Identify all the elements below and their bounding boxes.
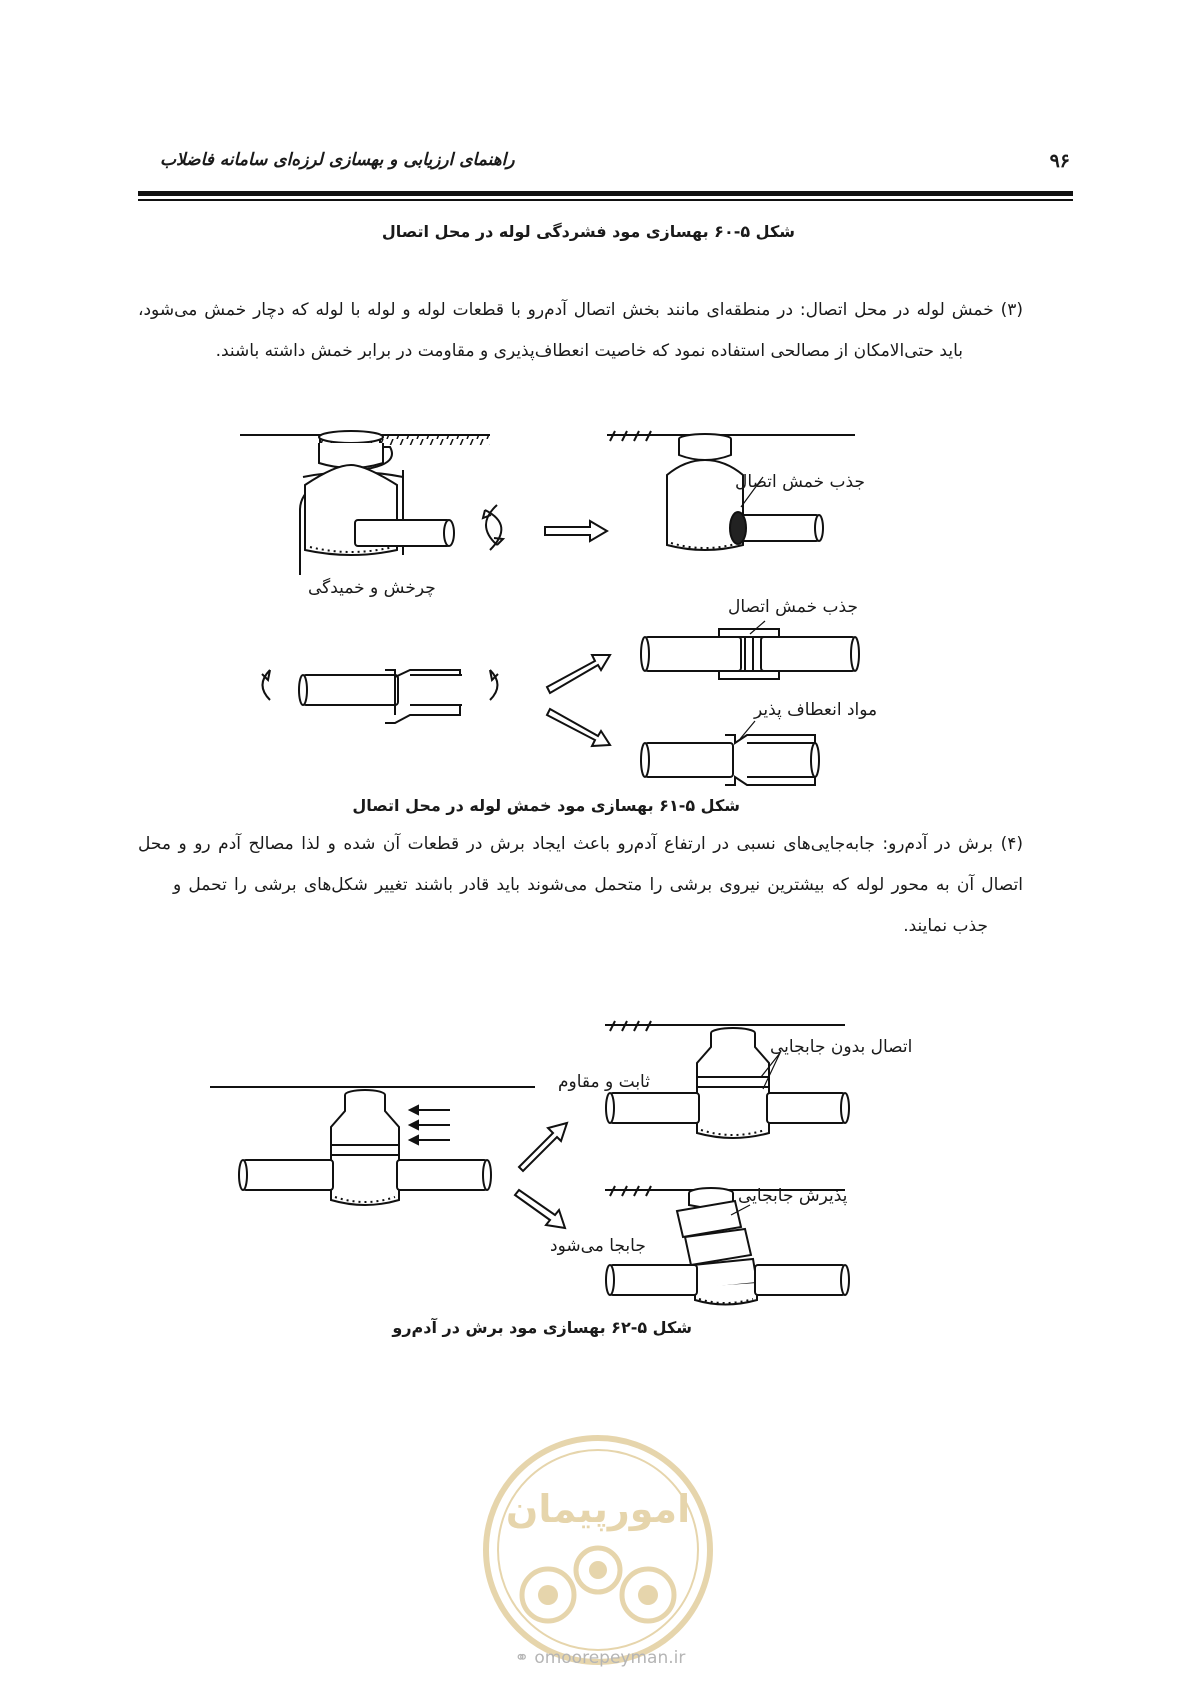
header-rule-thin bbox=[138, 199, 1073, 201]
label-rotation-bending: چرخش و خمیدگی bbox=[308, 578, 436, 598]
watermark-site-url bbox=[480, 1648, 720, 1668]
paragraph-3 bbox=[138, 290, 1023, 372]
label-moves: جابجا می‌شود bbox=[550, 1236, 646, 1256]
watermark-site-text: omoorepeyman.ir bbox=[534, 1648, 686, 1668]
paragraph-4-line-1: (۴) برش در آدم‌رو: جابه‌جایی‌های نسبی در ارتفاع آدم‌رو باعث ایجاد برش در قطعات آن شده و لذا مصالح آدم رو و محل bbox=[138, 834, 1023, 854]
label-no-displacement: اتصال بدون جابجایی bbox=[770, 1037, 913, 1057]
page-number: ۹۶ bbox=[1049, 150, 1070, 172]
figure-62-diagram bbox=[205, 1015, 875, 1315]
figure-61-caption: شکل ۵-۶۱ بهسازی مود خمش لوله در محل اتصال bbox=[352, 796, 740, 815]
header-rule-thick bbox=[138, 191, 1073, 196]
paragraph-4 bbox=[138, 824, 1023, 947]
paragraph-3-line-1: (۳) خمش لوله در محل اتصال: در منطقه‌ای مانند بخش اتصال آدم‌رو با قطعات لوله و لوله با لوله که دچار خمش می‌شود، bbox=[138, 300, 1023, 320]
figure-60-caption: شکل ۵-۶۰ بهسازی مود فشردگی لوله در محل اتصال bbox=[381, 222, 795, 241]
paragraph-4-line-2: اتصال آن به محور لوله که بیشترین نیروی برشی را متحمل می‌شوند باید قادر باشند تغییر شکل‌های برشی را تحمل و bbox=[173, 875, 1023, 895]
label-absorb-bend-top: جذب خمش اتصال bbox=[735, 472, 865, 492]
watermark-globe-icon: ⚭ bbox=[514, 1648, 535, 1668]
label-absorb-bend-mid: جذب خمش اتصال bbox=[728, 597, 858, 617]
running-header-title: راهنمای ارزیابی و بهسازی لرزه‌ای سامانه فاضلاب bbox=[160, 150, 515, 170]
paragraph-4-line-3: جذب نمایند. bbox=[903, 916, 988, 936]
figure-62-caption: شکل ۵-۶۲ بهسازی مود برش در آدم‌رو bbox=[392, 1318, 692, 1337]
watermark-seal bbox=[478, 1430, 718, 1670]
paragraph-3-line-2: باید حتی‌الامکان از مصالحی استفاده نمود که خاصیت انعطاف‌پذیری و مقاومت در برابر خمش داشته باشند. bbox=[215, 341, 963, 361]
label-accept-displacement: پذیرش جابجایی bbox=[738, 1186, 848, 1206]
label-flexible-material: مواد انعطاف پذیر bbox=[754, 700, 878, 720]
watermark-logo-text: امورپیمان bbox=[505, 1487, 691, 1531]
label-fixed-resistant: ثابت و مقاوم bbox=[558, 1072, 650, 1092]
